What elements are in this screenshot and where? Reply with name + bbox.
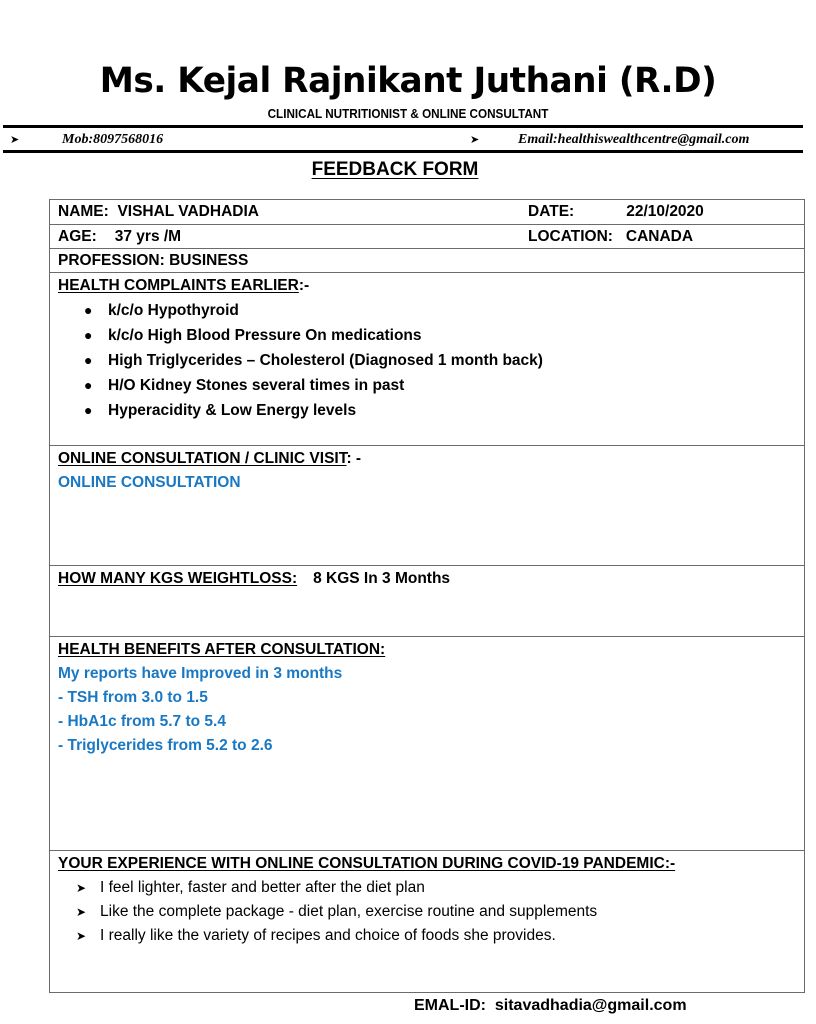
row-experience [50,850,804,992]
bullet-icon: ● [84,352,93,368]
location-value: CANADA [625,228,694,245]
list-item [76,900,804,924]
mobile-number: Mob:8097568016 [62,132,164,147]
form-title-text: FEEDBACK FORM [311,159,479,180]
benefits-line: My reports have Improved in 3 months [58,665,343,682]
experience-heading [50,851,804,876]
complaint-text: k/c/o Hypothyroid [108,302,239,319]
date-label: DATE: [528,203,575,220]
header-rule-top [3,125,803,128]
bullet-icon: ● [84,327,93,343]
experience-heading-text: YOUR EXPERIENCE WITH ONLINE CONSULTATION DURING COVID-19 PANDEMIC:- [58,855,676,872]
list-item [84,298,804,323]
experience-list [50,876,804,948]
location-field [528,225,693,249]
row-profession [50,248,804,272]
experience-text: Like the complete package - diet plan, exercise routine and supplements [100,903,598,920]
consultation-heading-suffix: : - [346,450,362,467]
weightloss-value: 8 KGS In 3 Months [313,570,451,587]
profession-field [58,249,248,273]
practitioner-name: Ms. Kejal Rajnikant Juthani (R.D) [99,61,717,101]
arrow-bullet-icon: ➤ [76,881,87,895]
benefits-heading [50,637,804,662]
age-value: 37 yrs /M [114,228,182,245]
weightloss-heading: HOW MANY KGS WEIGHTLOSS: [58,570,298,587]
header-rule-bottom [3,150,803,153]
consultation-heading-text: ONLINE CONSULTATION / CLINIC VISIT [58,450,347,467]
complaint-text: k/c/o High Blood Pressure On medications [108,327,422,344]
list-item [76,924,804,948]
bullet-icon: ● [84,377,93,393]
row-age-location [50,224,804,248]
weightloss-field [50,566,804,591]
feedback-table [49,199,805,993]
row-consultation-type [50,445,804,565]
date-field [528,200,704,224]
age-field [58,225,181,249]
benefits-line: - HbA1c from 5.7 to 5.4 [58,713,226,730]
location-label: LOCATION: [528,228,613,245]
list-item [76,876,804,900]
profession-label: PROFESSION: [58,252,165,269]
form-title [0,157,790,183]
list-item [84,398,804,423]
complaint-text: Hyperacidity & Low Energy levels [108,402,357,419]
profession-value: BUSINESS [169,252,249,269]
experience-text: I feel lighter, faster and better after the diet plan [100,879,425,896]
consultation-value: ONLINE CONSULTATION [58,474,241,491]
consultation-heading [50,446,804,471]
name-value: VISHAL VADHADIA [117,203,259,220]
benefits-line: - TSH from 3.0 to 1.5 [58,689,208,706]
date-value: 22/10/2020 [626,203,704,220]
name-field [58,200,259,224]
complaint-text: H/O Kidney Stones several times in past [108,377,405,394]
list-item [84,348,804,373]
arrow-bullet-icon: ➤ [76,929,87,943]
bullet-icon: ● [84,302,93,318]
benefits-line: - Triglycerides from 5.2 to 2.6 [58,737,273,754]
row-weightloss [50,565,804,636]
contact-email: Email:healthiswealthcentre@gmail.com [518,132,750,147]
complaint-text: High Triglycerides – Cholesterol (Diagnosed 1 month back) [108,352,543,369]
bullet-icon: ● [84,402,93,418]
row-name-date [50,200,804,224]
name-label: NAME: [58,203,109,220]
benefits-heading-text: HEALTH BENEFITS AFTER CONSULTATION: [58,641,386,658]
age-label: AGE: [58,228,97,245]
row-health-benefits [50,636,804,850]
arrow-bullet-icon: ➤ [470,134,480,146]
complaints-heading-text: HEALTH COMPLAINTS EARLIER [58,277,299,294]
arrow-bullet-icon: ➤ [10,134,20,146]
list-item [84,323,804,348]
client-email: EMAL-ID: sitavadhadia@gmail.com [414,997,687,1014]
practitioner-subtitle: CLINICAL NUTRITIONIST & ONLINE CONSULTANT [267,106,549,121]
row-health-complaints [50,272,804,445]
complaints-list [50,298,804,423]
arrow-bullet-icon: ➤ [76,905,87,919]
experience-text: I really like the variety of recipes and choice of foods she provides. [100,927,556,944]
list-item [84,373,804,398]
complaints-heading [50,273,804,298]
complaints-heading-suffix: :- [298,277,310,294]
